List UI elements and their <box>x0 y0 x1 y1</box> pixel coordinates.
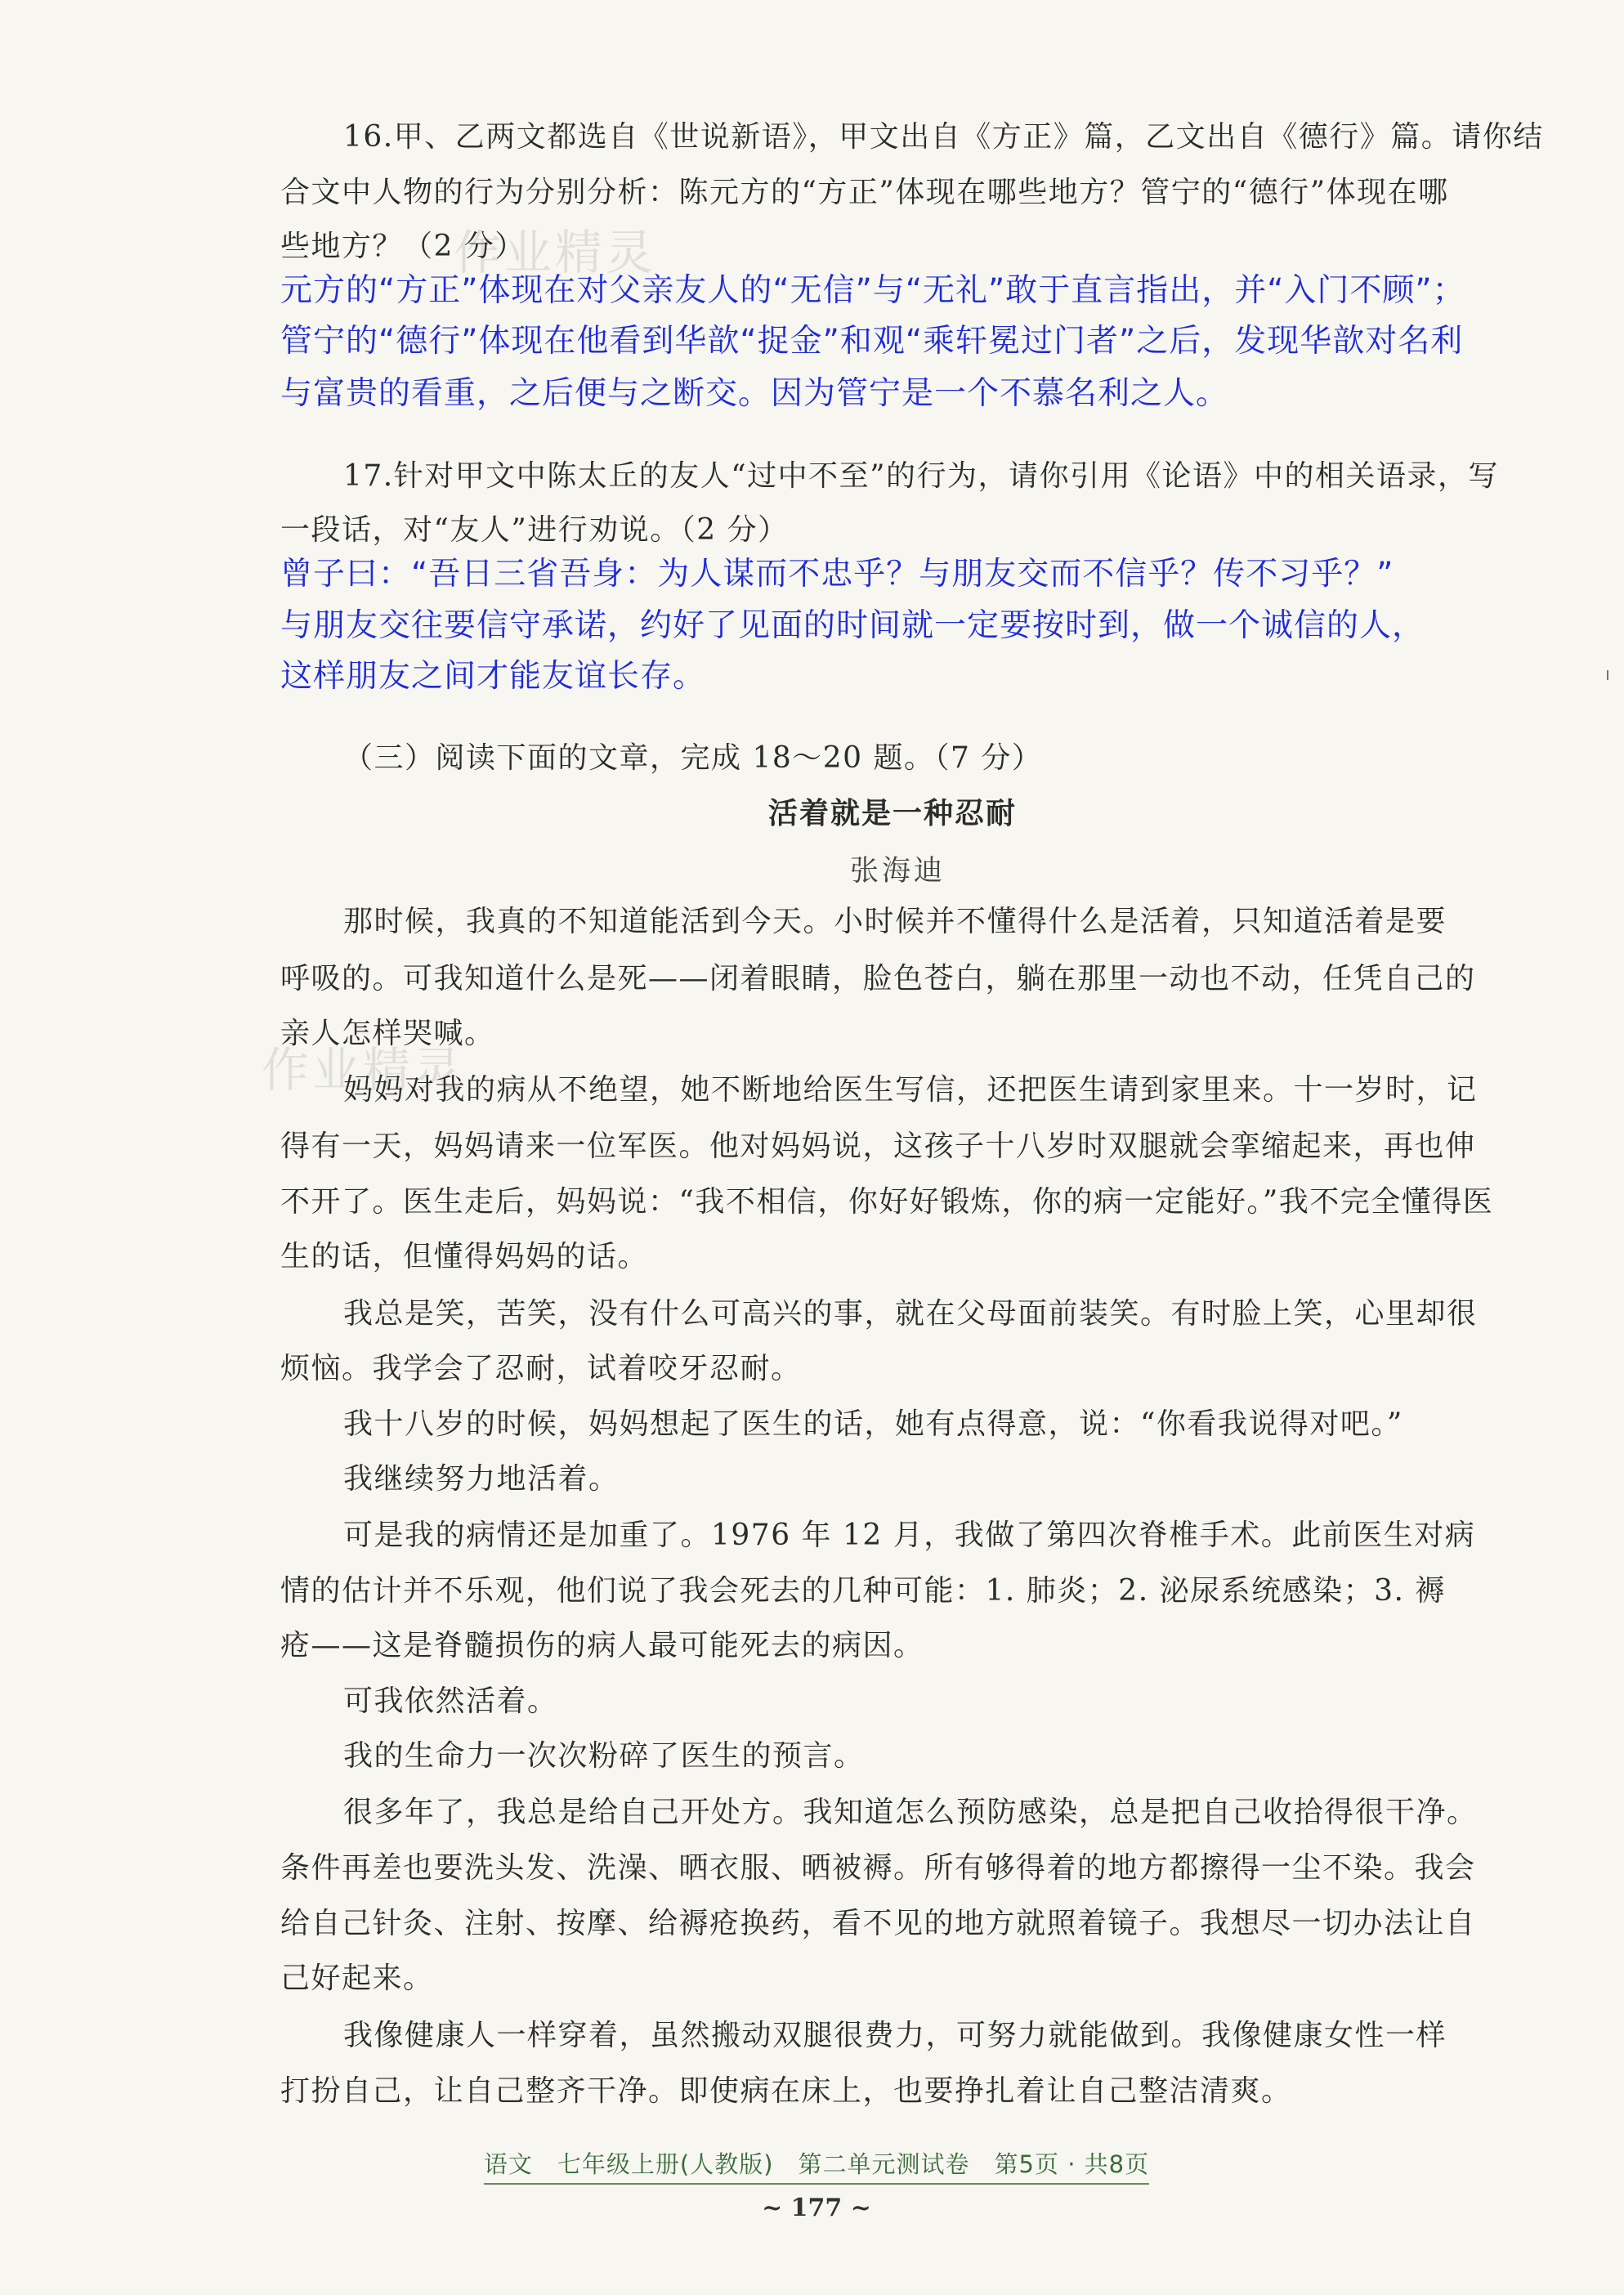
question-16-line: 16.甲、乙两文都选自《世说新语》，甲文出自《方正》篇，乙文出自《德行》篇。请你结 <box>343 120 1544 154</box>
article-line: 疮——这是脊髓损伤的病人最可能死去的病因。 <box>280 1629 924 1662</box>
answer-17-line: 与朋友交往要信守承诺，约好了见面的时间就一定要按时到，做一个诚信的人， <box>280 607 1425 644</box>
answer-16-line: 与富贵的看重，之后便与之断交。因为管宁是一个不慕名利之人。 <box>280 375 1229 412</box>
watermark: 作业精灵 <box>262 1042 465 1098</box>
answer-17-line: 这样朋友之间才能友谊长存。 <box>280 658 706 695</box>
article-line: 我像健康人一样穿着，虽然搬动双腿很费力，可努力就能做到。我像健康女性一样 <box>343 2019 1447 2052</box>
margin-mark <box>1607 670 1608 680</box>
section-instruction: （三）阅读下面的文章，完成 18～20 题。（7 分） <box>343 741 1043 775</box>
page-number: ~ 177 ~ <box>762 2194 871 2222</box>
answer-16-line: 管宁的“德行”体现在他看到华歆“捉金”和观“乘轩冕过门者”之后，发现华歆对名利 <box>280 323 1464 360</box>
question-17-line: 17.针对甲文中陈太丘的友人“过中不至”的行为，请你引用《论语》中的相关语录，写 <box>343 459 1500 493</box>
article-line: 我的生命力一次次粉碎了医生的预言。 <box>343 1739 865 1773</box>
article-line: 不开了。医生走后，妈妈说：“我不相信，你好好锻炼，你的病一定能好。”我不完全懂得医 <box>280 1185 1494 1219</box>
page-footer: 语文 七年级上册(人教版) 第二单元测试卷 第5页 · 共8页 <box>484 2146 1149 2185</box>
article-line: 呼吸的。可我知道什么是死——闭着眼睛，脸色苍白，躺在那里一动也不动，任凭自己的 <box>280 962 1476 995</box>
article-line: 我继续努力地活着。 <box>343 1462 620 1496</box>
article-line: 己好起来。 <box>280 1962 434 1995</box>
article-line: 那时候，我真的不知道能活到今天。小时候并不懂得什么是活着，只知道活着是要 <box>343 905 1447 938</box>
article-line: 生的话，但懂得妈妈的话。 <box>280 1240 649 1273</box>
article-line: 我总是笑，苦笑，没有什么可高兴的事，就在父母面前装笑。有时脸上笑，心里却很 <box>343 1297 1478 1331</box>
article-line: 可是我的病情还是加重了。1976 年 12 月，我做了第四次脊椎手术。此前医生对病 <box>343 1519 1476 1552</box>
question-17-line: 一段话，对“友人”进行劝说。（2 分） <box>280 513 789 547</box>
answer-17-line: 曾子曰：“吾日三省吾身：为人谋而不忠乎？与朋友交而不信乎？传不习乎？” <box>280 556 1394 593</box>
article-line: 我十八岁的时候，妈妈想起了医生的话，她有点得意，说：“你看我说得对吧。” <box>343 1407 1403 1441</box>
article-line: 情的估计并不乐观，他们说了我会死去的几种可能：1. 肺炎；2. 泌尿系统感染；3. 褥 <box>280 1574 1446 1608</box>
watermark: 作业精灵 <box>454 225 657 280</box>
article-line: 条件再差也要洗头发、洗澡、晒衣服、晒被褥。所有够得着的地方都擦得一尘不染。我会 <box>280 1851 1476 1885</box>
article-line: 妈妈对我的病从不绝望，她不断地给医生写信，还把医生请到家里来。十一岁时，记 <box>343 1073 1478 1107</box>
article-line: 烦恼。我学会了忍耐，试着咬牙忍耐。 <box>280 1352 802 1385</box>
article-line: 得有一天，妈妈请来一位军医。他对妈妈说，这孩子十八岁时双腿就会挛缩起来，再也伸 <box>280 1130 1476 1163</box>
article-line: 打扮自己，让自己整齐干净。即使病在床上，也要挣扎着让自己整洁清爽。 <box>280 2074 1292 2108</box>
article-author: 张海迪 <box>850 855 946 888</box>
question-16-line: 些地方？（2 分） <box>280 230 526 263</box>
article-line: 很多年了，我总是给自己开处方。我知道怎么预防感染，总是把自己收拾得很干净。 <box>343 1796 1478 1829</box>
answer-16-line: 元方的“方正”体现在对父亲友人的“无信”与“无礼”敢于直言指出，并“入门不顾”； <box>280 272 1465 309</box>
article-title: 活着就是一种忍耐 <box>768 797 1018 830</box>
article-line: 给自己针灸、注射、按摩、给褥疮换药，看不见的地方就照着镜子。我想尽一切办法让自 <box>280 1907 1476 1940</box>
article-line: 亲人怎样哭喊。 <box>280 1017 495 1050</box>
article-line: 可我依然活着。 <box>343 1684 558 1718</box>
question-16-line: 合文中人物的行为分别分析：陈元方的“方正”体现在哪些地方？管宁的“德行”体现在哪 <box>280 176 1449 209</box>
